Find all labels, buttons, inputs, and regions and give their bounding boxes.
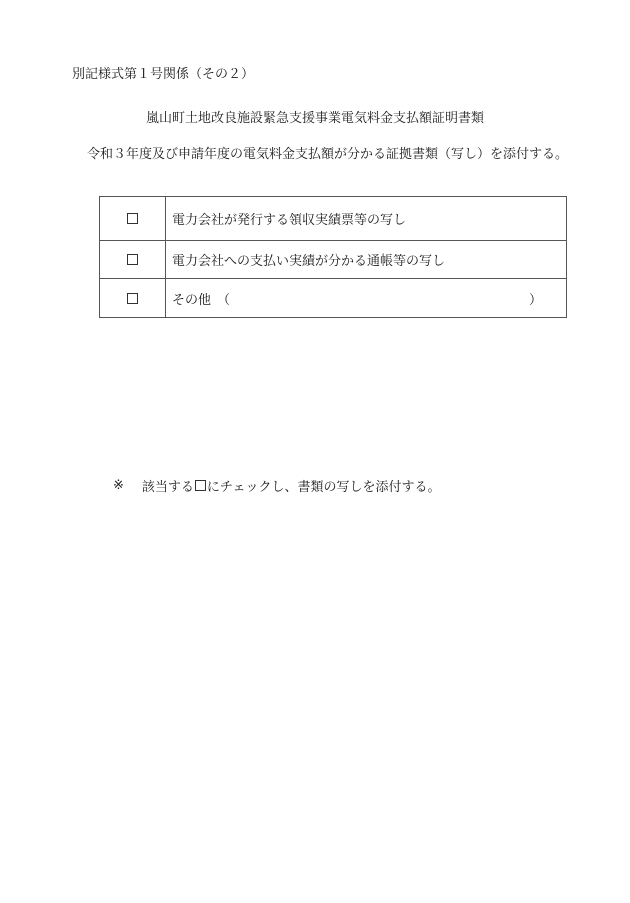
document-title: 嵐山町土地改良施設緊急支援事業電気料金支払額証明書類 xyxy=(146,111,485,126)
instruction-text: 令和３年度及び申請年度の電気料金支払額が分かる証拠書類（写し）を添付する。 xyxy=(87,147,569,162)
note-text-before: 該当する xyxy=(141,480,194,495)
checkbox-cell xyxy=(100,279,166,318)
reference-mark: ※ xyxy=(113,478,124,493)
other-label: その他 xyxy=(172,292,212,308)
other-checkbox[interactable] xyxy=(127,293,138,304)
checklist-label: 電力会社への支払い実績が分かる通帳等の写し xyxy=(166,241,567,279)
checkbox-cell xyxy=(100,241,166,279)
checklist-other-cell xyxy=(166,279,567,318)
checkbox-cell xyxy=(100,197,166,241)
checklist-row xyxy=(100,197,567,241)
checklist-label: 電力会社が発行する領収実績票等の写し xyxy=(166,197,567,241)
receipt-checkbox[interactable] xyxy=(127,213,138,224)
document-checklist-table xyxy=(99,196,567,318)
inline-checkbox-icon xyxy=(195,480,206,491)
form-reference: 別記様式第１号関係（その２） xyxy=(72,67,255,82)
checklist-row xyxy=(100,279,567,318)
checklist-row xyxy=(100,241,567,279)
note-text-after: にチェックし、書類の写しを添付する。 xyxy=(206,480,441,495)
other-paren-open: （ xyxy=(217,292,231,308)
passbook-checkbox[interactable] xyxy=(127,254,138,265)
note xyxy=(113,476,441,495)
other-paren-close: ） xyxy=(528,292,542,308)
